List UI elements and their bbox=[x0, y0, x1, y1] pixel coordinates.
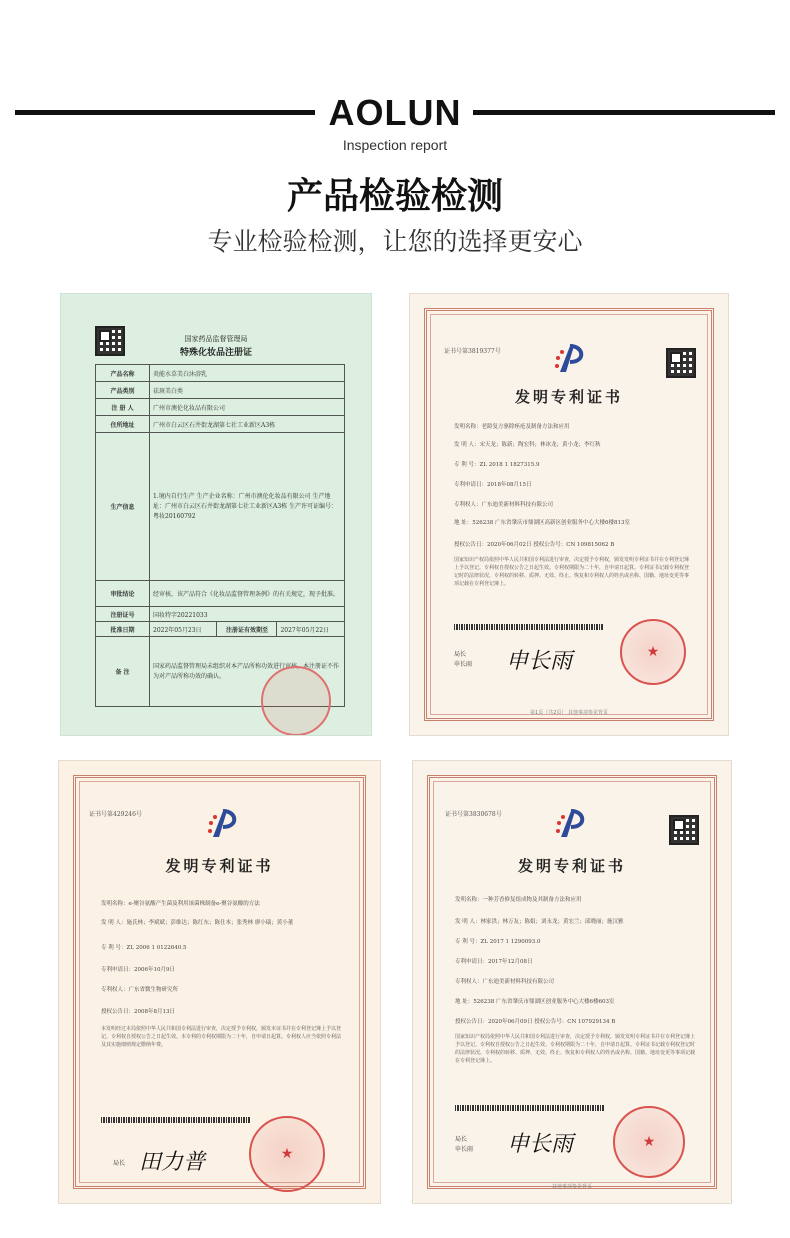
cert2-row: 专 利 号：ZL 2018 1 1827315.9 bbox=[454, 462, 540, 468]
cert3-row: 专利申请日：2006年10月9日 bbox=[101, 967, 175, 973]
cert4-row: 授权公告日：2020年06月09日 授权公告号：CN 107929134 B bbox=[455, 1019, 616, 1025]
cosmetic-registration-certificate bbox=[60, 293, 372, 736]
cert2-sign-title: 局长 bbox=[454, 651, 467, 658]
official-seal-icon bbox=[261, 666, 331, 736]
cert4-sign-title: 局长 bbox=[455, 1136, 468, 1143]
cert2-footer: 第1页（共2页） 其他事项参见背页 bbox=[530, 710, 608, 716]
cert1-name: 特殊化妆品注册证 bbox=[179, 348, 252, 358]
barcode bbox=[454, 624, 604, 630]
table-row bbox=[96, 622, 345, 637]
cert3-row: 发 明 人：施氏林；李斌斌；彭维达；陈红东；陈仕本；张秀林 廖小瑞；黄小董 bbox=[101, 920, 294, 926]
barcode bbox=[101, 1117, 251, 1123]
cert2-sign-name: 申长雨 bbox=[454, 661, 473, 668]
table-key: 产品名称 bbox=[96, 365, 150, 382]
cert3-row: 授权公告日：2008年8月13日 bbox=[101, 1009, 175, 1015]
cert3-row: 专利权人：广东省微生物研究所 bbox=[101, 987, 179, 993]
brand-name: AOLUN bbox=[328, 92, 462, 133]
table-value: 广州市白云区石井街龙湖第七社工业新区A3栋 bbox=[150, 416, 345, 433]
cert3-paragraph: 本发明经过本局依照中华人民共和国专利法进行审查，决定授予专利权，颁发本证书并在专利登记簿上予以登记。专利权自授权公告之日起生效。本专利的专利权期限为二十年，自申请日起算。专利权人应当依照专利法及其实施细则规定缴纳年费。 bbox=[101, 1026, 342, 1048]
table-row bbox=[96, 433, 345, 581]
cert4-sign-name: 申长雨 bbox=[455, 1146, 474, 1153]
table-key: 审批结论 bbox=[96, 581, 150, 607]
table-row bbox=[96, 382, 345, 399]
cert1-table bbox=[95, 364, 345, 707]
table-key: 备 注 bbox=[96, 637, 150, 707]
table-value: 经审核，该产品符合《化妆品监督管理条例》的有关规定，现予批准。 bbox=[150, 581, 345, 607]
cert4-row: 地 址：526238 广东省肇庆市鼎湖区创业服务中心大楼6楼603室 bbox=[455, 999, 615, 1005]
cert3-row: 发明名称：e-聚谷氨酸产生菌及利用该菌株制备e-聚谷氨酸的方法 bbox=[101, 901, 260, 907]
table-key: 生产信息 bbox=[96, 433, 150, 581]
official-seal-icon: ★ bbox=[620, 619, 686, 685]
cert4-footer: 其他事项参见背页 bbox=[551, 1184, 592, 1190]
cert3-number: 证书号第429246号 bbox=[89, 811, 142, 818]
cert2-row: 专利权人：广东迪美新材料科技有限公司 bbox=[454, 502, 554, 508]
cert2-paragraph: 国家知识产权局依照中华人民共和国专利法进行审查，决定授予专利权，颁发发明专利证书并在专利登记簿上予以登记。专利权自授权公告之日起生效。专利权期限为二十年，自申请日起算。专利证书记载专利权登记时的法律状况。专利权的转移、质押、无效、终止、恢复和专利权人的姓名或名称、国籍、地址变更等事项记载在专利登记簿上。 bbox=[454, 557, 690, 587]
cert4-number: 证书号第3830678号 bbox=[445, 811, 502, 818]
cert4-row: 专利权人：广东迪美新材料科技有限公司 bbox=[455, 979, 555, 985]
patent-certificate-1 bbox=[409, 293, 729, 736]
table-value: 广州市澳伦化妆品有限公司 bbox=[150, 399, 345, 416]
qr-code-icon bbox=[669, 815, 699, 845]
table-value: 1.境内自行生产 生产企业名称：广州市澳伦化妆品有限公司 生产地址：广州市白云区石井街龙湖第七社工业新区A3栋 生产许可证编号：粤妆20160792 bbox=[150, 433, 345, 581]
table-row bbox=[96, 399, 345, 416]
table-key: 注 册 人 bbox=[96, 399, 150, 416]
table-value: 国家药品监督管理局未组织对本产品所称功效进行审核，本注册证不作为对产品所称功效的确认。 bbox=[150, 637, 345, 707]
cert2-row: 专利申请日：2018年08月15日 bbox=[454, 482, 532, 488]
cert1-authority: 国家药品监督管理局 bbox=[184, 335, 248, 343]
cert4-row: 专 利 号：ZL 2017 1 1290093.0 bbox=[455, 939, 541, 945]
qr-code-icon bbox=[666, 348, 696, 378]
cert3-signature: 田力普 bbox=[139, 1150, 206, 1175]
table-value: 2027年05月22日 bbox=[277, 622, 345, 637]
table-row bbox=[96, 416, 345, 433]
barcode bbox=[455, 1105, 605, 1111]
cert4-row: 发明名称：一种芳香修复组成物及其制备方法和应用 bbox=[455, 897, 582, 903]
table-row bbox=[96, 607, 345, 622]
patent-office-logo-icon bbox=[205, 807, 241, 841]
cert2-row: 地 址：526238 广东省肇庆市鼎湖区高新区创业服务中心大楼6楼813室 bbox=[454, 520, 630, 526]
table-value: 2022年05月23日 bbox=[150, 622, 217, 637]
cert2-row: 授权公告日：2020年06月02日 授权公告号：CN 109815062 B bbox=[454, 542, 615, 548]
cert2-title: 发明专利证书 bbox=[514, 388, 623, 406]
table-key: 注册证号 bbox=[96, 607, 150, 622]
brand-subtitle: Inspection report bbox=[342, 137, 448, 153]
table-value: 祛斑美白类 bbox=[150, 382, 345, 399]
table-row bbox=[96, 581, 345, 607]
cert4-row: 专利申请日：2017年12月08日 bbox=[455, 959, 533, 965]
page-title: 产品检验检测 bbox=[286, 176, 503, 217]
table-key: 注册证有效期至 bbox=[217, 622, 277, 637]
cert3-row: 专 利 号：ZL 2006 1 0122640.5 bbox=[101, 945, 187, 951]
patent-office-logo-icon bbox=[552, 342, 588, 376]
table-value: 国妆特字20221033 bbox=[150, 607, 345, 622]
official-seal-icon: ★ bbox=[613, 1106, 685, 1178]
table-key: 产品类别 bbox=[96, 382, 150, 399]
cert2-row: 发明名称：老龄复方驱除痤疮及制备方法和应用 bbox=[454, 424, 570, 430]
cert3-title: 发明专利证书 bbox=[165, 857, 274, 875]
patent-certificate-2 bbox=[58, 760, 381, 1204]
table-row bbox=[96, 365, 345, 382]
cert2-number: 证书号第3819377号 bbox=[444, 348, 501, 355]
cert2-row: 发 明 人：宋天龙；陈新；陶宏科；林冰龙；黄小龙；李红秋 bbox=[454, 442, 601, 448]
cert4-title: 发明专利证书 bbox=[517, 857, 626, 875]
table-value: 炎能水草美白沐浴乳 bbox=[150, 365, 345, 382]
cert4-signature: 申长雨 bbox=[507, 1132, 574, 1157]
page-subtitle: 专业检验检测，让您的选择更安心 bbox=[207, 227, 583, 256]
cert2-signature: 申长雨 bbox=[506, 649, 573, 674]
cert4-row: 发 明 人：林家洪；林万友；陈娟；刘永龙；黄宏兰；邱晓丽；施汉雅 bbox=[455, 919, 624, 925]
cert4-paragraph: 国家知识产权局依照中华人民共和国专利法进行审查，决定授予专利权，颁发发明专利证书并在专利登记簿上予以登记。专利权自授权公告之日起生效。专利权期限为二十年，自申请日起算。专利证书记载专利权登记时的法律状况。专利权的转移、质押、无效、终止、恢复和专利权人的姓名或名称、国籍、地址变更等事项记载在专利登记簿上。 bbox=[455, 1034, 696, 1064]
patent-certificate-3 bbox=[412, 760, 732, 1204]
cert3-sign-title: 局长 bbox=[113, 1160, 126, 1167]
table-key: 住所地址 bbox=[96, 416, 150, 433]
patent-office-logo-icon bbox=[553, 807, 589, 841]
official-seal-icon: ★ bbox=[249, 1116, 325, 1192]
table-key: 批准日期 bbox=[96, 622, 150, 637]
